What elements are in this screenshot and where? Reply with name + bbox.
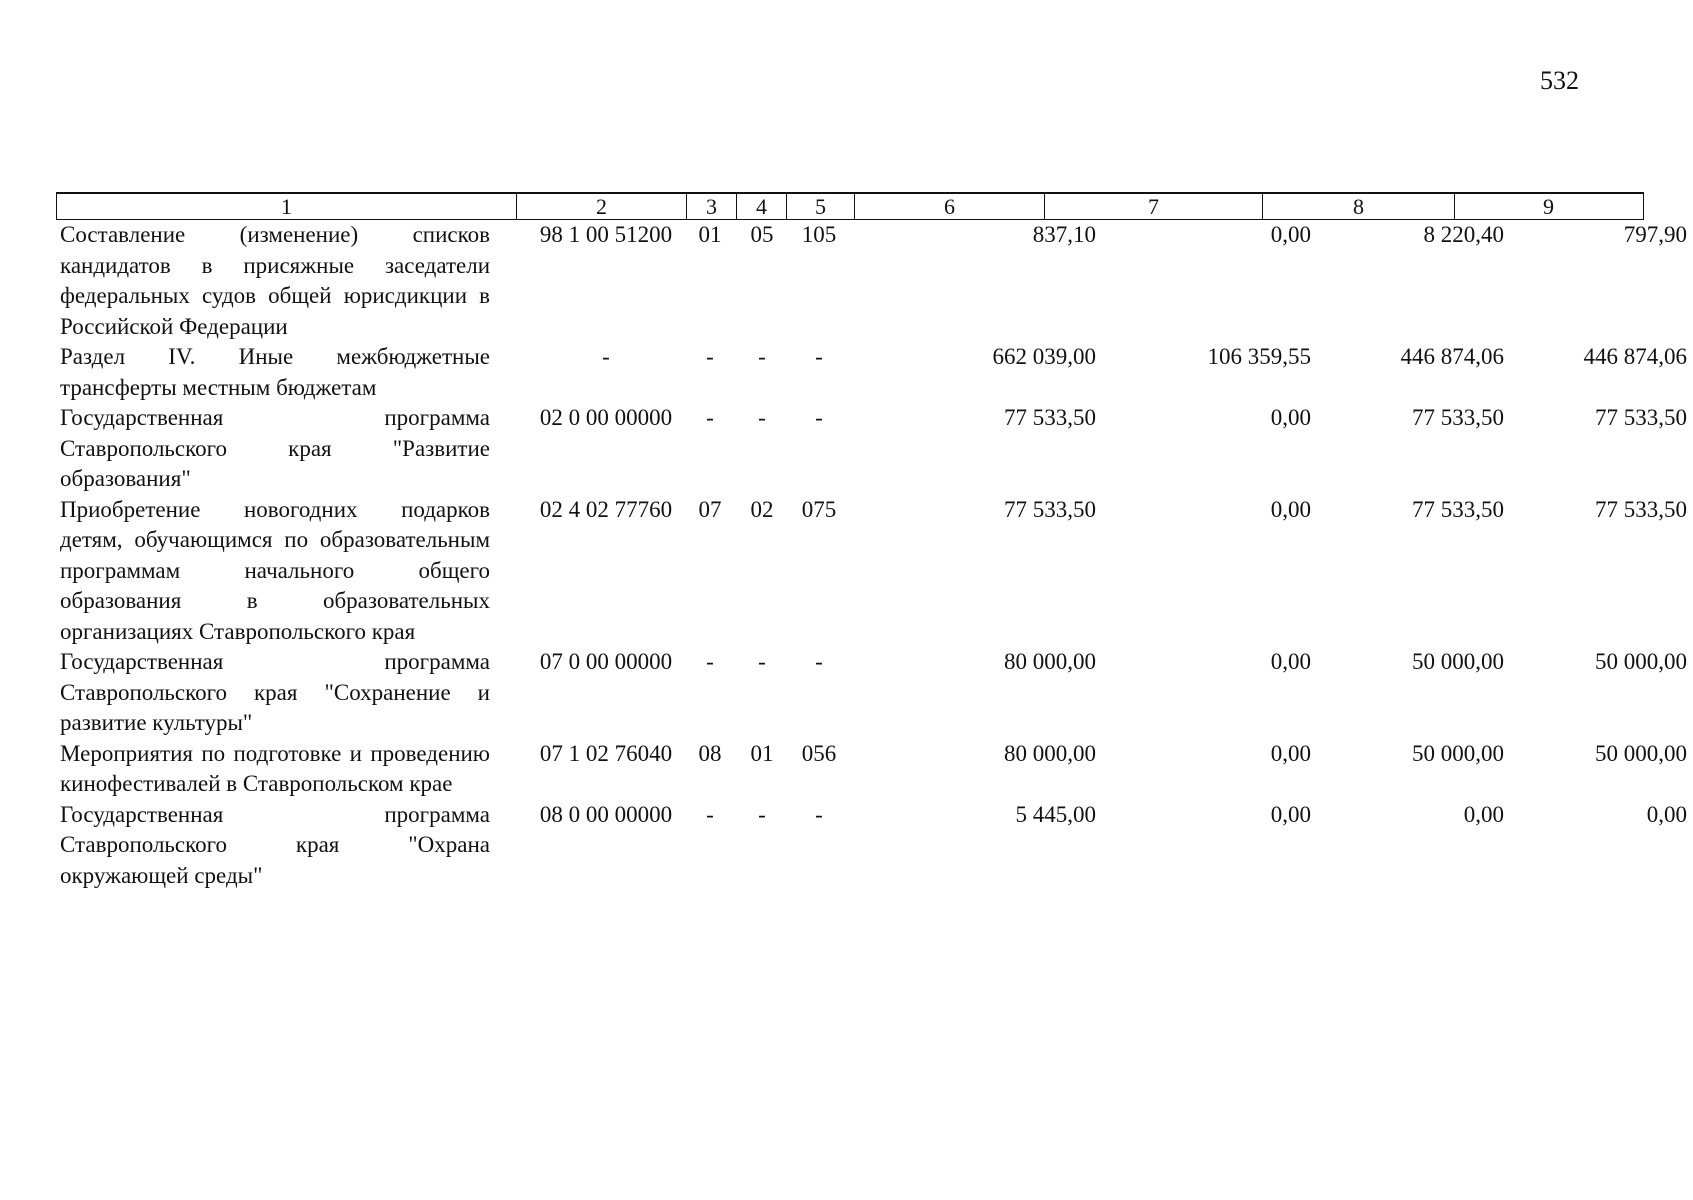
table-row: [56, 800, 1687, 892]
row-amount-8: 77 533,50: [1412, 405, 1504, 430]
table-header-cell-1: 1: [281, 194, 292, 219]
row-name-line: программам начального общего: [60, 557, 490, 583]
row-section: 01: [698, 222, 722, 247]
row-name: [60, 495, 490, 648]
row-type-code: -: [815, 405, 823, 430]
row-subsection: 05: [750, 222, 774, 247]
table-header-cell-9: 9: [1454, 194, 1642, 219]
row-name-line: кинофестивалей в Ставропольском крае: [60, 771, 453, 796]
row-section: -: [706, 801, 714, 827]
row-amount-9: 77 533,50: [1595, 496, 1687, 522]
row-subsection: -: [758, 405, 766, 430]
row-type-code: -: [815, 801, 823, 827]
row-name-line: Ставропольского края "Развитие: [60, 435, 490, 461]
row-name: [60, 647, 490, 739]
row-amount-7: 0,00: [1270, 405, 1311, 430]
row-amount-8: 0,00: [1463, 801, 1504, 827]
row-name-line: детям, обучающимся по образовательным: [60, 527, 490, 552]
row-subsection: 01: [750, 740, 774, 766]
row-name: [60, 342, 490, 403]
row-name-line: организациях Ставропольского края: [60, 618, 416, 644]
row-type-code: -: [815, 344, 823, 369]
row-name-line: кандидатов в присяжные заседатели: [60, 252, 490, 278]
row-amount-9: 797,90: [1623, 222, 1687, 247]
page-number: 532: [1540, 66, 1579, 95]
row-amount-6: 662 039,00: [992, 344, 1096, 369]
row-subsection: -: [758, 801, 766, 827]
row-code: 02 0 00 00000: [539, 405, 673, 430]
table-header-cell-3: 3: [686, 194, 736, 219]
row-name-line: образования": [60, 466, 191, 491]
row-amount-9: 0,00: [1646, 801, 1687, 827]
row-amount-6: 80 000,00: [1004, 740, 1096, 766]
row-name-line: Мероприятия по подготовке и проведению: [60, 740, 490, 766]
row-name-line: Государственная программа: [60, 801, 490, 827]
row-name-line: Приобретение новогодних подарков: [60, 496, 490, 522]
row-name-line: Ставропольского края "Охрана: [60, 832, 490, 857]
row-name: [60, 739, 490, 800]
row-amount-7: 0,00: [1270, 649, 1311, 674]
row-subsection: -: [758, 649, 766, 674]
row-name-line: Государственная программа: [60, 649, 490, 674]
row-section: -: [706, 405, 714, 430]
row-name-line: Раздел IV. Иные межбюджетные: [60, 344, 490, 369]
row-name-line: трансферты местным бюджетам: [60, 374, 377, 400]
table-header-cell-6: 6: [854, 194, 1044, 219]
row-section: 08: [698, 740, 722, 766]
row-code: 07 0 00 00000: [539, 649, 673, 674]
row-amount-9: 77 533,50: [1595, 405, 1687, 430]
table-row: [56, 495, 1687, 648]
table-row: [56, 403, 1687, 495]
row-name-line: Ставропольского края "Сохранение и: [60, 679, 490, 705]
row-name-line: Государственная программа: [60, 405, 490, 430]
table-header-cell-8: 8: [1262, 194, 1454, 219]
row-section: 07: [698, 496, 722, 522]
row-name-line: Составление (изменение) списков: [60, 222, 490, 247]
row-subsection: 02: [750, 496, 774, 522]
table-row: [56, 342, 1687, 403]
row-amount-9: 50 000,00: [1595, 740, 1687, 766]
row-type-code: 075: [801, 496, 837, 522]
table-header-cell-2: 2: [516, 194, 686, 219]
row-amount-8: 8 220,40: [1423, 222, 1504, 247]
row-amount-9: 50 000,00: [1595, 649, 1687, 674]
row-name-line: развитие культуры": [60, 710, 253, 735]
row-subsection: -: [758, 344, 766, 369]
row-name-line: федеральных судов общей юрисдикции в: [60, 283, 490, 308]
table-header-cell-4: 4: [736, 194, 786, 219]
row-name-line: окружающей среды": [60, 862, 263, 888]
row-code: 07 1 02 76040: [539, 740, 673, 766]
row-amount-6: 5 445,00: [1015, 801, 1096, 827]
row-code: 98 1 00 51200: [539, 222, 673, 247]
row-amount-8: 446 874,06: [1400, 344, 1504, 369]
row-amount-6: 77 533,50: [1004, 405, 1096, 430]
row-amount-6: 77 533,50: [1004, 496, 1096, 522]
table-header-cell-5: 5: [786, 194, 854, 219]
row-amount-7: 0,00: [1270, 740, 1311, 766]
row-amount-6: 837,10: [1032, 222, 1096, 247]
row-amount-7: 106 359,55: [1207, 344, 1311, 369]
row-code: -: [602, 344, 610, 369]
row-type-code: -: [815, 649, 823, 674]
row-name-line: Российской Федерации: [60, 313, 288, 339]
row-name: [60, 403, 490, 495]
table-row: [56, 647, 1687, 739]
table-header-cell-7: 7: [1044, 194, 1262, 219]
table-row: [56, 739, 1687, 800]
table-row: [56, 220, 1687, 342]
row-code: 02 4 02 77760: [539, 496, 673, 522]
row-code: 08 0 00 00000: [539, 801, 673, 827]
table-header-row: [56, 192, 1644, 220]
row-section: -: [706, 344, 714, 369]
row-section: -: [706, 649, 714, 674]
table-body: [56, 220, 1687, 891]
row-amount-8: 50 000,00: [1412, 649, 1504, 674]
row-amount-8: 50 000,00: [1412, 740, 1504, 766]
row-amount-8: 77 533,50: [1412, 496, 1504, 522]
row-amount-7: 0,00: [1270, 801, 1311, 827]
row-amount-7: 0,00: [1270, 496, 1311, 522]
row-name: [60, 220, 490, 342]
row-type-code: 105: [801, 222, 837, 247]
row-name: [60, 800, 490, 892]
row-name-line: образования в образовательных: [60, 588, 490, 613]
row-amount-6: 80 000,00: [1004, 649, 1096, 674]
row-type-code: 056: [801, 740, 837, 766]
row-amount-9: 446 874,06: [1583, 344, 1687, 369]
row-amount-7: 0,00: [1270, 222, 1311, 247]
